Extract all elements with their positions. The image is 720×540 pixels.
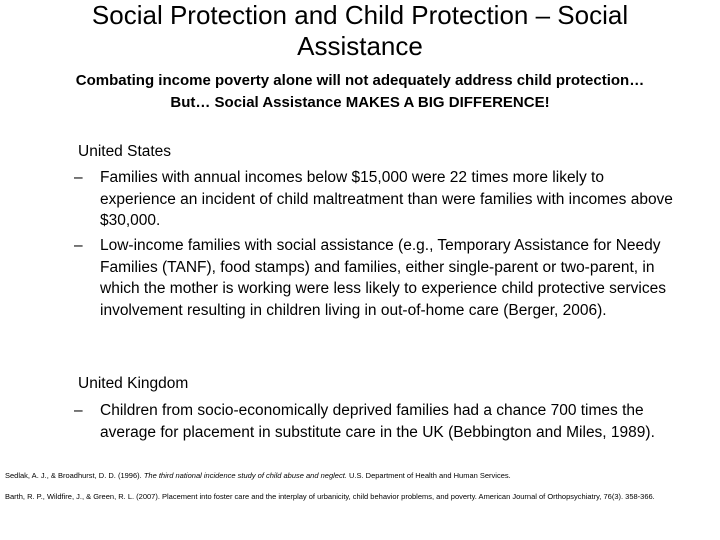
reference-sedlak: [5, 470, 705, 481]
section-heading-us: United States: [78, 143, 172, 160]
reference-barth: Barth, R. P., Wildfire, J., & Green, R. L. (2007). Placement into foster care and the interplay of urbanicity, child behavior problems, and poverty. American Journal of Orthopsychiatry, 76(3). 358-366.: [5, 492, 655, 501]
slide-title: Social Protection and Child Protection – Social Assistance: [91, 0, 629, 61]
section-heading-uk: United Kingdom: [78, 375, 189, 392]
bullet-us-income: [74, 167, 680, 232]
bullet-text: Families with annual incomes below $15,000 were 22 times more likely to experience an incident of child maltreatment than were families with incomes above $30,000.: [100, 169, 673, 229]
bullet-uk-placement: [74, 400, 680, 443]
dash-marker: –: [74, 169, 83, 186]
bullet-text: Low-income families with social assistance (e.g., Temporary Assistance for Needy Families (TANF), food stamps) and families, either single-parent or two-parent, in which the mother is working were less likely to experience child protective services involvement resulting in children living in out-of-home care (Berger, 2006).: [100, 237, 666, 319]
reference-authors: Sedlak, A. J., & Broadhurst, D. D. (1996).: [5, 471, 142, 480]
bullet-us-assistance: [74, 235, 680, 321]
dash-marker: –: [74, 402, 83, 419]
slide-subtitle: Combating income poverty alone will not adequately address child protection… But… Social Assistance MAKES A BIG DIFFERENCE!: [75, 72, 645, 111]
reference-source: U.S. Department of Health and Human Services.: [348, 471, 511, 480]
dash-marker: –: [74, 237, 83, 254]
bullet-text: Children from socio-economically deprived families had a chance 700 times the average for placement in substitute care in the UK (Bebbington and Miles, 1989).: [100, 402, 655, 441]
reference-title: The third national incidence study of child abuse and neglect.: [143, 471, 347, 480]
